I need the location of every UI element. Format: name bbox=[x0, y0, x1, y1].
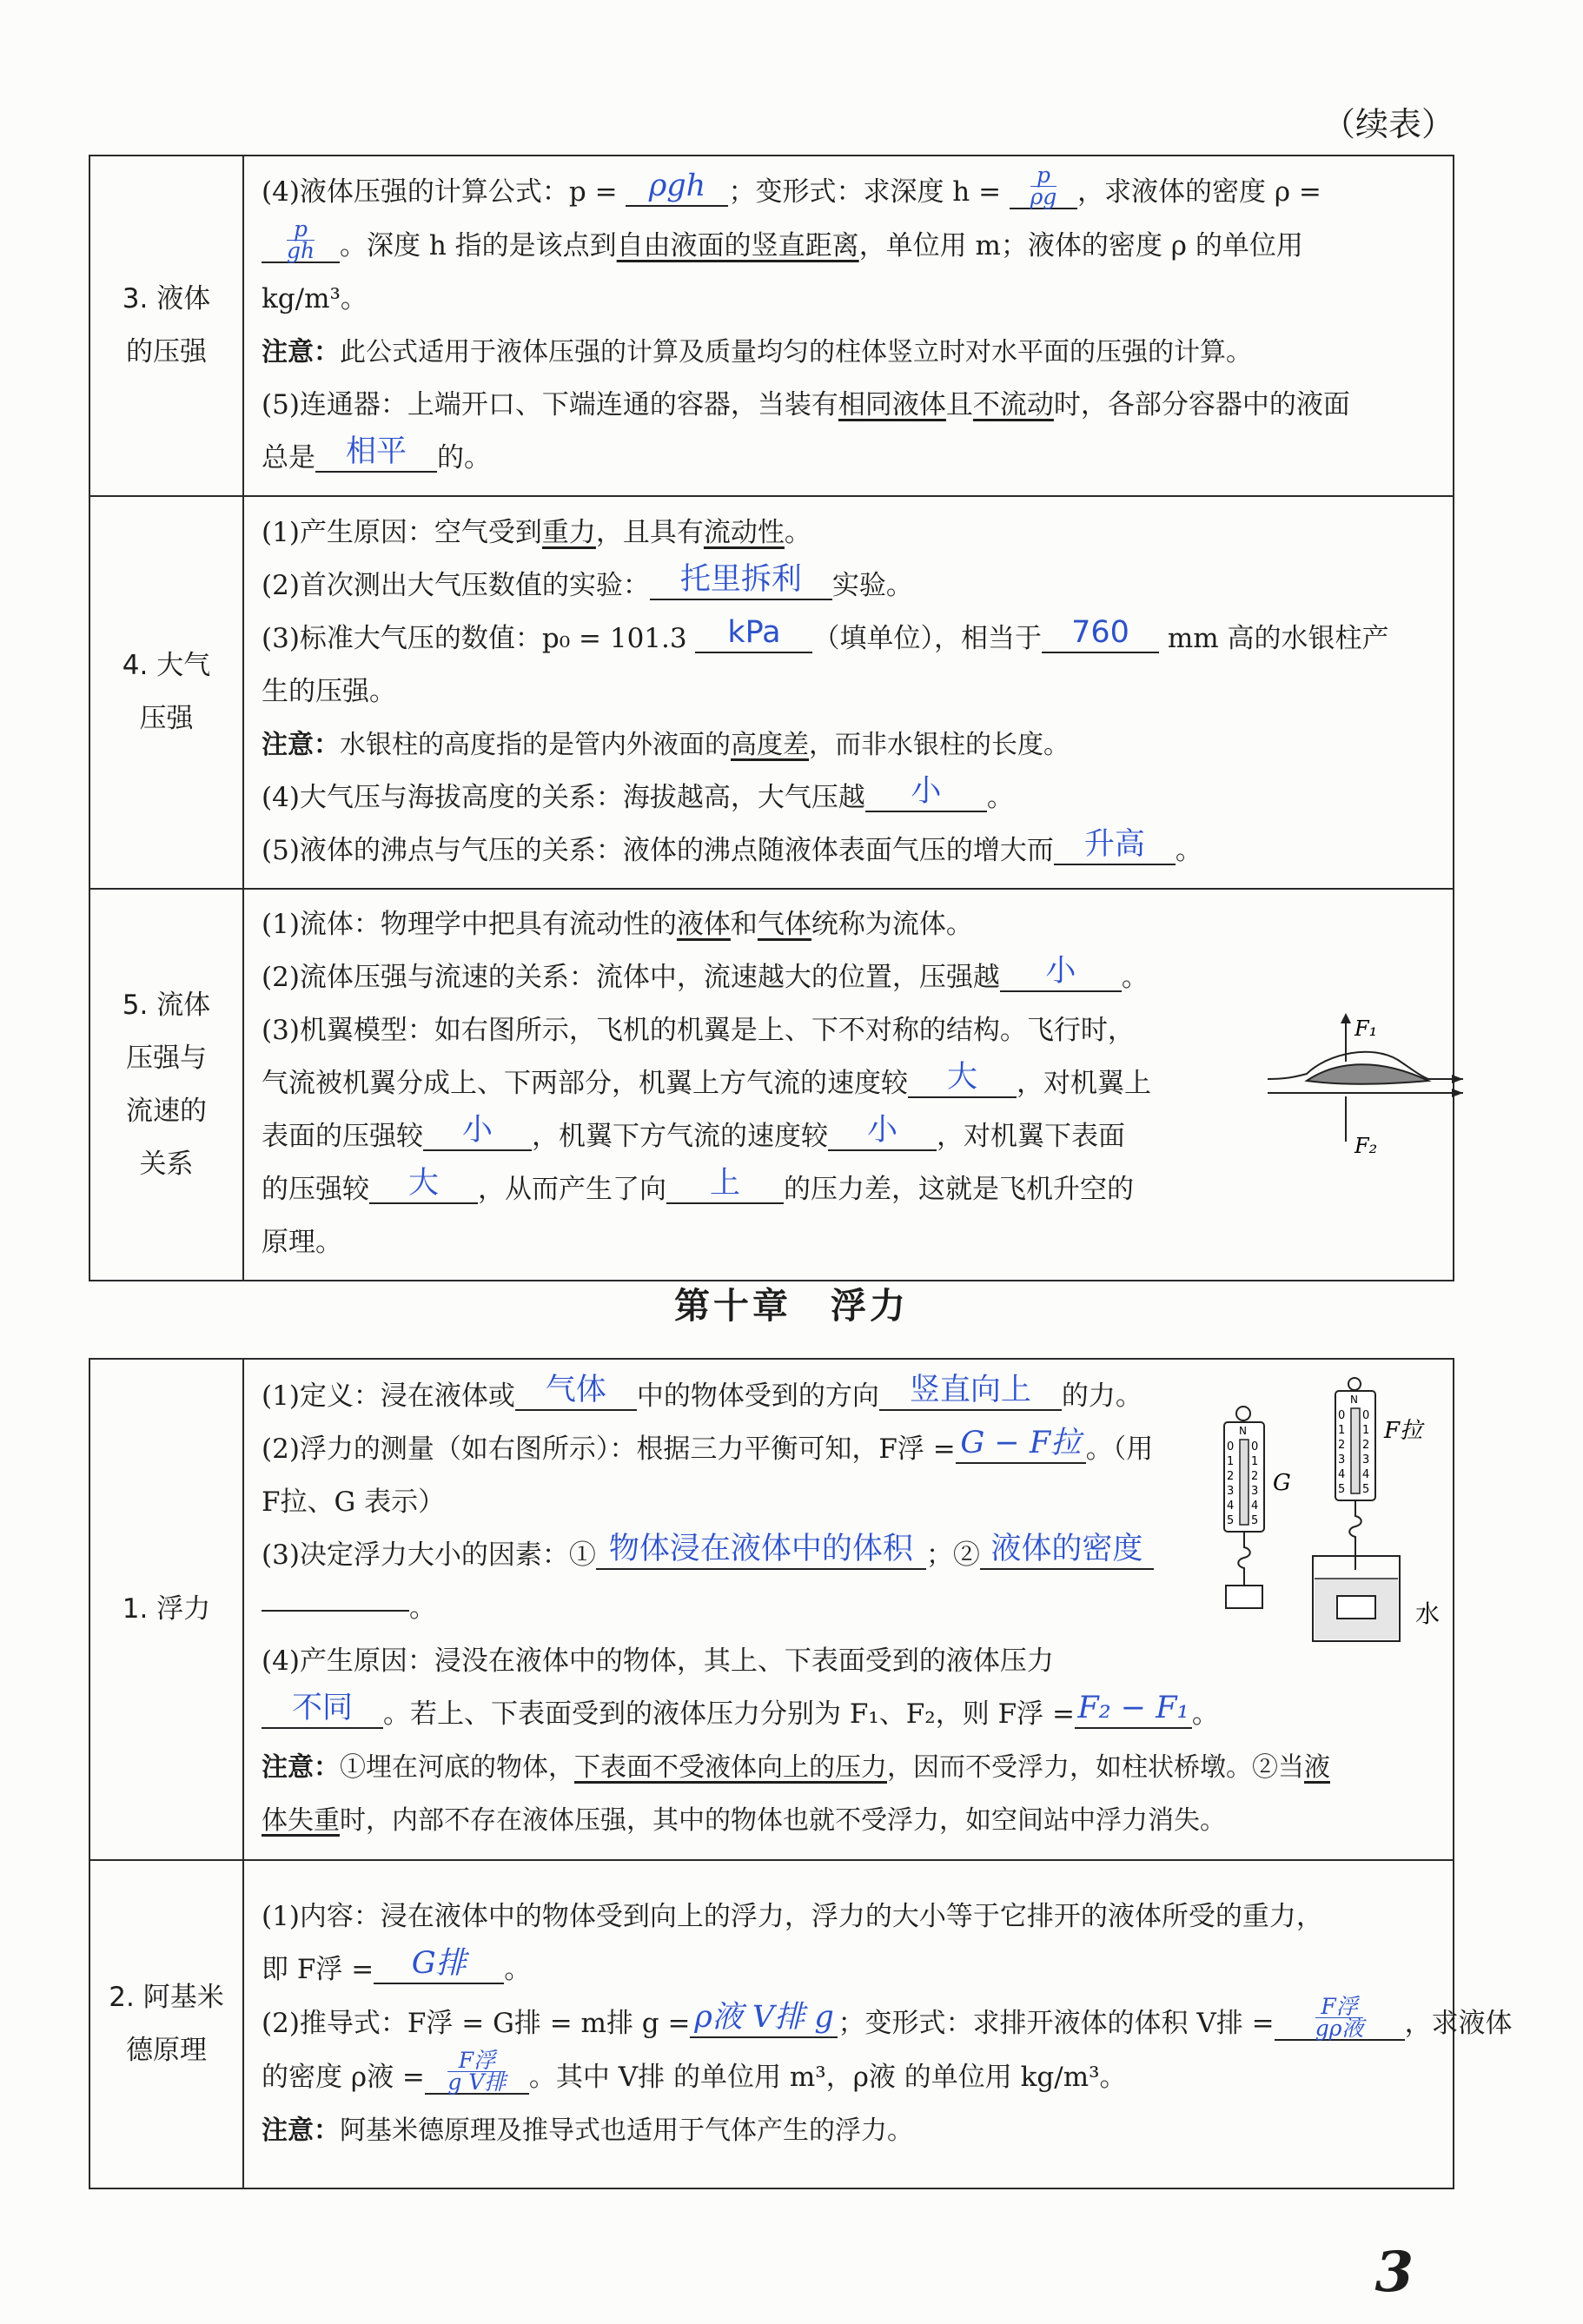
scale-tick: 1 bbox=[1362, 1424, 1370, 1437]
text: 表面的压强较 bbox=[262, 1121, 423, 1152]
text: 实验。 bbox=[831, 569, 913, 601]
answer-blank bbox=[690, 1998, 838, 2038]
text: 。（用 bbox=[1085, 1433, 1154, 1465]
arrowhead bbox=[1452, 1089, 1463, 1097]
spring-scale-in-air bbox=[1224, 1407, 1291, 1608]
note-text: 此公式适用于液体压强的计算及质量均匀的柱体竖立时对水平面的压强的计算。 bbox=[340, 337, 1252, 367]
hook bbox=[1238, 1532, 1250, 1586]
arrowhead bbox=[1452, 1075, 1463, 1083]
text: 且 bbox=[945, 389, 973, 420]
text: (2)首次测出大气压数值的实验： bbox=[262, 569, 650, 601]
scale-tick: 0 bbox=[1362, 1409, 1370, 1422]
text-line bbox=[262, 216, 1439, 273]
scale-tick: 5 bbox=[1338, 1483, 1346, 1496]
label-line: 的压强 bbox=[126, 336, 207, 367]
denominator: g V排 bbox=[447, 2069, 507, 2095]
fraction bbox=[1315, 1993, 1364, 2041]
text: 。 bbox=[1175, 834, 1202, 866]
row-content bbox=[243, 496, 1454, 889]
scale-tick: 0 bbox=[1227, 1440, 1235, 1453]
label-line: 1. 浮力 bbox=[122, 1593, 211, 1625]
text-line bbox=[262, 162, 1439, 219]
row-content bbox=[243, 156, 1454, 496]
text-line: 生的压强。 bbox=[262, 675, 396, 707]
scale-tick: 1 bbox=[1338, 1424, 1346, 1437]
scale-tick: 5 bbox=[1251, 1514, 1259, 1527]
text: 时，各部分容器中的液面 bbox=[1053, 389, 1350, 420]
answer-blank: 物体浸在液体中的体积 bbox=[596, 1530, 926, 1570]
row-content bbox=[243, 1359, 1454, 1860]
unit-label: N bbox=[1350, 1394, 1358, 1406]
pressure-table bbox=[89, 155, 1454, 1281]
note-text: ①埋在河底的物体， bbox=[340, 1752, 574, 1783]
text-line bbox=[262, 1110, 1439, 1163]
note-text: 阿基米德原理及推导式也适用于气体产生的浮力。 bbox=[340, 2115, 913, 2146]
text: (5)液体的沸点与气压的关系：液体的沸点随液体表面气压的增大而 bbox=[262, 834, 1054, 866]
scale-hook-ring bbox=[1348, 1378, 1361, 1390]
answer-blank: 小 bbox=[1000, 952, 1122, 992]
denominator: ρg bbox=[1030, 184, 1057, 209]
text-line bbox=[262, 1993, 1513, 2050]
answer-blank: 气体 bbox=[515, 1371, 637, 1411]
note-line bbox=[262, 1794, 1439, 1847]
label-line: 3. 液体 bbox=[122, 283, 211, 315]
text-line bbox=[262, 432, 1439, 485]
row-fluid-pressure bbox=[89, 889, 1454, 1281]
scale-tick: 3 bbox=[1362, 1453, 1370, 1467]
scale-tick: 2 bbox=[1227, 1470, 1235, 1483]
text-line: (3)机翼模型：如右图所示，飞机的机翼是上、下不对称的结构。飞行时， bbox=[262, 1015, 1135, 1046]
answer-blank: 上 bbox=[666, 1164, 784, 1204]
underlined-text: 体失重 bbox=[262, 1805, 340, 1836]
numerator: p bbox=[287, 219, 315, 241]
scale-tick: 5 bbox=[1227, 1514, 1235, 1527]
note-label: 注意： bbox=[262, 1752, 340, 1783]
row-atmospheric-pressure bbox=[89, 496, 1454, 889]
answer-blank bbox=[262, 216, 340, 263]
note-line bbox=[262, 2104, 1439, 2157]
underlined-text: 不流动 bbox=[972, 389, 1054, 420]
answer-blank bbox=[626, 167, 728, 207]
note-line bbox=[262, 718, 1439, 771]
text: 总是 bbox=[262, 442, 315, 473]
text-line bbox=[262, 1943, 1439, 1996]
row-buoyancy bbox=[89, 1359, 1454, 1860]
scale-tick: 3 bbox=[1251, 1485, 1259, 1498]
underlined-text: 自由液面的竖直距离 bbox=[616, 230, 859, 262]
note-label: 注意： bbox=[262, 729, 340, 760]
text: 的压力差，这就是飞机升空的 bbox=[784, 1174, 1134, 1205]
denominator: gρ液 bbox=[1315, 2015, 1364, 2041]
text: 的密度 ρ液 = bbox=[262, 2061, 425, 2093]
scale-tick: 1 bbox=[1227, 1455, 1235, 1468]
row-content bbox=[243, 889, 1454, 1281]
scale-tick: 2 bbox=[1251, 1470, 1259, 1483]
text-line bbox=[262, 379, 1439, 432]
scale-tick: 4 bbox=[1251, 1500, 1259, 1513]
answer-blank bbox=[1010, 162, 1077, 209]
scale-tick: 4 bbox=[1227, 1500, 1235, 1513]
text-line bbox=[262, 898, 1439, 951]
text: (3)决定浮力大小的因素：① bbox=[262, 1539, 596, 1571]
denominator: gh bbox=[286, 238, 315, 263]
underlined-text: 重力 bbox=[541, 516, 596, 548]
row-archimedes bbox=[89, 1860, 1454, 2188]
answer-blank bbox=[374, 1944, 504, 1984]
label-line: 德原理 bbox=[126, 2035, 207, 2066]
answer-blank: 相平 bbox=[315, 433, 437, 473]
row-liquid-pressure bbox=[89, 156, 1454, 496]
note-text: ，而非水银柱的长度。 bbox=[809, 729, 1070, 760]
fraction bbox=[447, 2047, 507, 2095]
text: (4)大气压与海拔高度的关系：海拔越高，大气压越 bbox=[262, 781, 865, 813]
underlined-text: 相同液体 bbox=[838, 389, 946, 420]
scale-tick: 5 bbox=[1362, 1483, 1370, 1496]
text: 。 bbox=[1121, 962, 1149, 993]
note-line bbox=[262, 326, 1439, 379]
answer-text: G排 bbox=[411, 1945, 467, 1981]
spring-slot bbox=[1351, 1408, 1360, 1493]
note-line bbox=[262, 1741, 1439, 1794]
text-line bbox=[262, 1057, 1439, 1110]
row-label bbox=[89, 1860, 243, 2188]
text: 。深度 h 指的是该点到 bbox=[340, 230, 617, 262]
answer-blank: 竖直向上 bbox=[879, 1371, 1062, 1411]
text: ，对机翼下表面 bbox=[937, 1121, 1125, 1152]
arrowhead bbox=[1341, 1013, 1351, 1023]
text-line bbox=[262, 824, 1439, 877]
text: (2)推导式：F浮 = G排 = m排 g = bbox=[262, 2007, 691, 2039]
text-line: kg/m³。 bbox=[262, 283, 368, 315]
numerator: F浮 bbox=[447, 2050, 506, 2072]
answer-blank: kPa bbox=[695, 613, 812, 653]
spring-scale-in-water bbox=[1313, 1378, 1440, 1641]
unit-label: N bbox=[1239, 1425, 1247, 1437]
text: （填单位），相当于 bbox=[812, 622, 1042, 654]
text: (1)产生原因：空气受到 bbox=[262, 516, 542, 548]
text: 和 bbox=[730, 909, 758, 940]
scale-tick: 4 bbox=[1362, 1468, 1370, 1481]
text-line bbox=[262, 951, 1439, 1004]
pull-force-label: F拉 bbox=[1384, 1418, 1423, 1444]
answer-text: ρ液 V排 g bbox=[694, 1999, 834, 2035]
buoyancy-table bbox=[89, 1358, 1513, 2189]
text: (1)流体：物理学中把具有流动性的 bbox=[262, 909, 677, 940]
row-content bbox=[243, 1860, 1513, 2188]
scale-tick: 2 bbox=[1338, 1439, 1346, 1452]
submerged-block bbox=[1337, 1596, 1375, 1619]
row-label bbox=[89, 889, 243, 1281]
answer-blank-continued bbox=[262, 1610, 409, 1612]
scale-tick: 3 bbox=[1338, 1453, 1346, 1467]
text: ；变形式：求深度 h = bbox=[728, 176, 1002, 208]
text: ，求液体的密度 ρ = bbox=[1076, 176, 1321, 208]
text-line: 原理。 bbox=[262, 1227, 342, 1258]
text-line: (1)内容：浸在液体中的物体受到向上的浮力，浮力的大小等于它排开的液体所受的重力， bbox=[262, 1900, 1323, 1932]
text: 的力。 bbox=[1061, 1380, 1143, 1412]
text: 。 bbox=[784, 516, 811, 548]
text: 。 bbox=[409, 1592, 436, 1624]
underlined-text: 液体 bbox=[676, 909, 731, 940]
label-line: 4. 大气 bbox=[122, 650, 211, 681]
answer-blank: 大 bbox=[369, 1164, 478, 1204]
scale-hook-ring bbox=[1236, 1407, 1250, 1420]
fraction bbox=[286, 216, 315, 263]
text: ，机翼下方气流的速度较 bbox=[532, 1121, 828, 1152]
row-label bbox=[89, 1359, 243, 1860]
continued-label: （续表） bbox=[1321, 105, 1454, 143]
answer-blank: 小 bbox=[865, 772, 987, 812]
text-line bbox=[262, 612, 1439, 665]
scale-tick: 0 bbox=[1251, 1440, 1259, 1453]
answer-blank: 升高 bbox=[1054, 825, 1176, 865]
page-number: 3 bbox=[1374, 2240, 1414, 2305]
text: ，单位用 m；液体的密度 ρ 的单位用 bbox=[858, 230, 1303, 262]
text: 即 F浮 = bbox=[262, 1953, 374, 1985]
text: 的压强较 bbox=[262, 1174, 369, 1205]
text: 。 bbox=[504, 1953, 532, 1985]
f2-label: F₂ bbox=[1354, 1134, 1378, 1158]
note-text: 水银柱的高度指的是管内外液面的 bbox=[340, 729, 731, 760]
object-block bbox=[1226, 1586, 1262, 1608]
label-line: 关系 bbox=[139, 1148, 194, 1180]
text: 的。 bbox=[437, 442, 491, 473]
numerator: F浮 bbox=[1315, 1996, 1364, 2018]
label-line: 2. 阿基米 bbox=[109, 1982, 224, 2013]
text-line bbox=[262, 2047, 1439, 2104]
underlined-text: 高度差 bbox=[731, 729, 809, 760]
text-line bbox=[262, 507, 1439, 559]
text-line: (4)产生原因：浸没在液体中的物体，其上、下表面受到的液体压力 bbox=[262, 1645, 1054, 1677]
text: (1)定义：浸在液体或 bbox=[262, 1380, 515, 1412]
text: (4)液体压强的计算公式：p = bbox=[262, 176, 618, 208]
text-line bbox=[262, 1688, 1439, 1741]
text: (3)标准大气压的数值：p₀ = 101.3 bbox=[262, 622, 687, 654]
text: ，从而产生了向 bbox=[478, 1174, 666, 1205]
text: ，求液体 bbox=[1404, 2007, 1513, 2039]
note-label: 注意： bbox=[262, 337, 340, 367]
answer-blank bbox=[1075, 1689, 1192, 1729]
text: (2)浮力的测量（如右图所示）：根据三力平衡可知，F浮 = bbox=[262, 1433, 956, 1465]
answer-text: G − F拉 bbox=[960, 1426, 1082, 1460]
text-line bbox=[262, 559, 1439, 612]
note-label: 注意： bbox=[262, 2115, 340, 2146]
row-label bbox=[89, 156, 243, 496]
text-line bbox=[262, 771, 1439, 824]
chapter-title: 第十章 浮力 bbox=[674, 1285, 909, 1327]
scale-tick: 1 bbox=[1251, 1455, 1259, 1468]
label-line: 流速的 bbox=[126, 1095, 207, 1127]
answer-blank: 液体的密度 bbox=[980, 1530, 1154, 1570]
row-label bbox=[89, 496, 243, 889]
scale-tick: 3 bbox=[1227, 1485, 1235, 1498]
text: ；变形式：求排开液体的体积 V排 = bbox=[838, 2007, 1275, 2039]
scale-tick: 0 bbox=[1338, 1409, 1346, 1422]
label-line: 压强 bbox=[139, 703, 194, 734]
text: 。其中 V排 的单位用 m³，ρ液 的单位用 kg/m³。 bbox=[528, 2061, 1127, 2093]
underlined-text: 流动性 bbox=[703, 516, 785, 548]
underlined-text: 气体 bbox=[757, 909, 811, 940]
text-line bbox=[262, 1163, 1439, 1216]
answer-blank: 不同 bbox=[262, 1689, 383, 1729]
text: (2)流体压强与流速的关系：流体中，流速越大的位置，压强越 bbox=[262, 962, 1000, 993]
water-label: 水 bbox=[1415, 1599, 1441, 1628]
text: ，且具有 bbox=[595, 516, 704, 548]
text-line: F拉、G 表示） bbox=[262, 1486, 446, 1518]
answer-blank: 小 bbox=[828, 1111, 937, 1151]
weight-label: G bbox=[1273, 1470, 1291, 1496]
text: 。 bbox=[986, 781, 1014, 813]
answer-blank: 760 bbox=[1042, 613, 1159, 653]
underlined-text: 液 bbox=[1304, 1752, 1330, 1783]
answer-blank bbox=[956, 1424, 1086, 1464]
spring-scale-diagram bbox=[1217, 1377, 1452, 1681]
text: 中的物体受到的方向 bbox=[636, 1380, 879, 1412]
numerator: p bbox=[1030, 165, 1057, 187]
text: ，对机翼上 bbox=[1017, 1068, 1151, 1099]
label-line: 5. 流体 bbox=[122, 989, 211, 1021]
text: 气流被机翼分成上、下两部分，机翼上方气流的速度较 bbox=[262, 1068, 908, 1099]
answer-blank bbox=[425, 2047, 529, 2095]
text: mm 高的水银柱产 bbox=[1167, 622, 1389, 654]
spring-slot bbox=[1240, 1440, 1249, 1525]
answer-blank: 小 bbox=[423, 1111, 532, 1151]
scale-tick: 2 bbox=[1362, 1439, 1370, 1452]
scale-tick: 4 bbox=[1338, 1468, 1346, 1481]
answer-blank: 大 bbox=[908, 1058, 1017, 1098]
answer-blank: 托里拆利 bbox=[650, 560, 832, 600]
text: (5)连通器：上端开口、下端连通的容器，当装有 bbox=[262, 389, 838, 420]
fraction bbox=[1030, 162, 1057, 209]
note-text: 时，内部不存在液体压强，其中的物体也就不受浮力，如空间站中浮力消失。 bbox=[340, 1805, 1226, 1836]
text: 。 bbox=[1191, 1698, 1219, 1730]
text: 统称为流体。 bbox=[811, 909, 973, 940]
airfoil-diagram bbox=[1268, 1010, 1467, 1166]
note-text: ，因而不受浮力，如柱状桥墩。②当 bbox=[887, 1752, 1304, 1783]
hook bbox=[1349, 1500, 1361, 1570]
text: 。若上、下表面受到的液体压力分别为 F₁、F₂，则 F浮 = bbox=[383, 1698, 1075, 1730]
label-line: 压强与 bbox=[126, 1042, 207, 1074]
text: ；② bbox=[925, 1539, 980, 1571]
answer-text: F₂ − F₁ bbox=[1077, 1691, 1189, 1725]
answer-blank bbox=[1275, 1993, 1405, 2041]
underlined-text: 下表面不受液体向上的压力 bbox=[574, 1752, 887, 1783]
f1-label: F₁ bbox=[1354, 1016, 1378, 1041]
answer-text: ρgh bbox=[648, 169, 706, 203]
